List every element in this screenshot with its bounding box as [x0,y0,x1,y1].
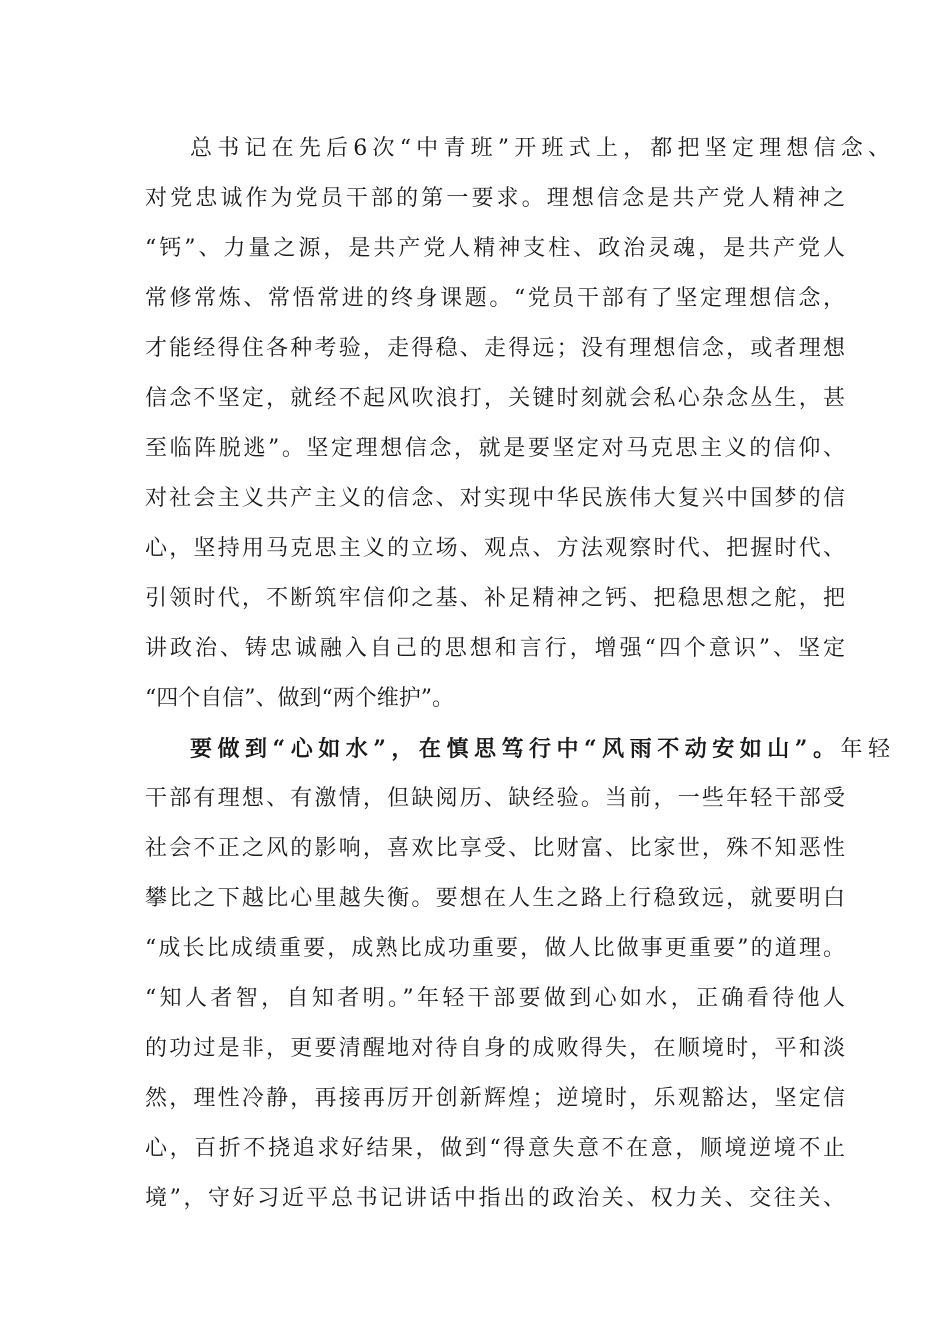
paragraph-1-line-1: 总书记在先后6次“中青班”开班式上，都把坚定理想信念、 [190,136,890,161]
paragraph-1-line-8: 对社会主义共产主义的信念、对实现中华民族伟大复兴中国梦的信 [145,486,845,511]
paragraph-2-line-5: “成长比成绩重要，成熟比成功重要，做人比做事更重要”的道理。 [145,936,845,961]
paragraph-2-line-10: 境”，守好习近平总书记讲话中指出的政治关、权力关、交往关、 [145,1186,845,1211]
paragraph-1-line-5: 才能经得住各种考验，走得稳、走得远；没有理想信念，或者理想 [145,336,845,361]
paragraph-2-line-4: 攀比之下越比心里越失衡。要想在人生之路上行稳致远，就要明白 [145,886,845,911]
paragraph-2-line-1 [190,729,890,769]
paragraph-2-line-1-rest: 年轻 [840,737,890,762]
paragraph-2-line-3: 社会不正之风的影响，喜欢比享受、比财富、比家世，殊不知恶性 [145,836,845,861]
paragraph-1-line-7: 至临阵脱逃”。坚定理想信念，就是要坚定对马克思主义的信仰、 [145,436,845,461]
paragraph-1-line-2: 对党忠诚作为党员干部的第一要求。理想信念是共产党人精神之 [145,186,845,211]
paragraph-2-line-9: 心，百折不挠追求好结果，做到“得意失意不在意，顺境逆境不止 [145,1136,845,1161]
paragraph-2-lead-heading: 要做到“心如水”，在慎思笃行中“风雨不动安如山”。 [190,736,841,762]
paragraph-1-line-11: 讲政治、铸忠诚融入自己的思想和言行，增强“四个意识”、坚定 [145,636,845,661]
paragraph-2-line-2: 干部有理想、有激情，但缺阅历、缺经验。当前，一些年轻干部受 [145,786,845,811]
paragraph-1-line-10: 引领时代，不断筑牢信仰之基、补足精神之钙、把稳思想之舵，把 [145,586,845,611]
paragraph-2-line-6: “知人者智，自知者明。”年轻干部要做到心如水，正确看待他人 [145,986,845,1011]
paragraph-1-line-12: “四个自信”、做到“两个维护”。 [145,686,454,711]
paragraph-2-line-8: 然，理性冷静，再接再厉开创新辉煌；逆境时，乐观豁达，坚定信 [145,1086,845,1111]
paragraph-1-line-4: 常修常炼、常悟常进的终身课题。“党员干部有了坚定理想信念， [145,286,845,311]
paragraph-1-line-3: “钙”、力量之源，是共产党人精神支柱、政治灵魂，是共产党人 [145,236,845,261]
paragraph-1-line-9: 心，坚持用马克思主义的立场、观点、方法观察时代、把握时代、 [145,536,845,561]
paragraph-2-line-7: 的功过是非，更要清醒地对待自身的成败得失，在顺境时，平和淡 [145,1036,845,1061]
paragraph-1-line-6: 信念不坚定，就经不起风吹浪打，关键时刻就会私心杂念丛生，甚 [145,386,845,411]
